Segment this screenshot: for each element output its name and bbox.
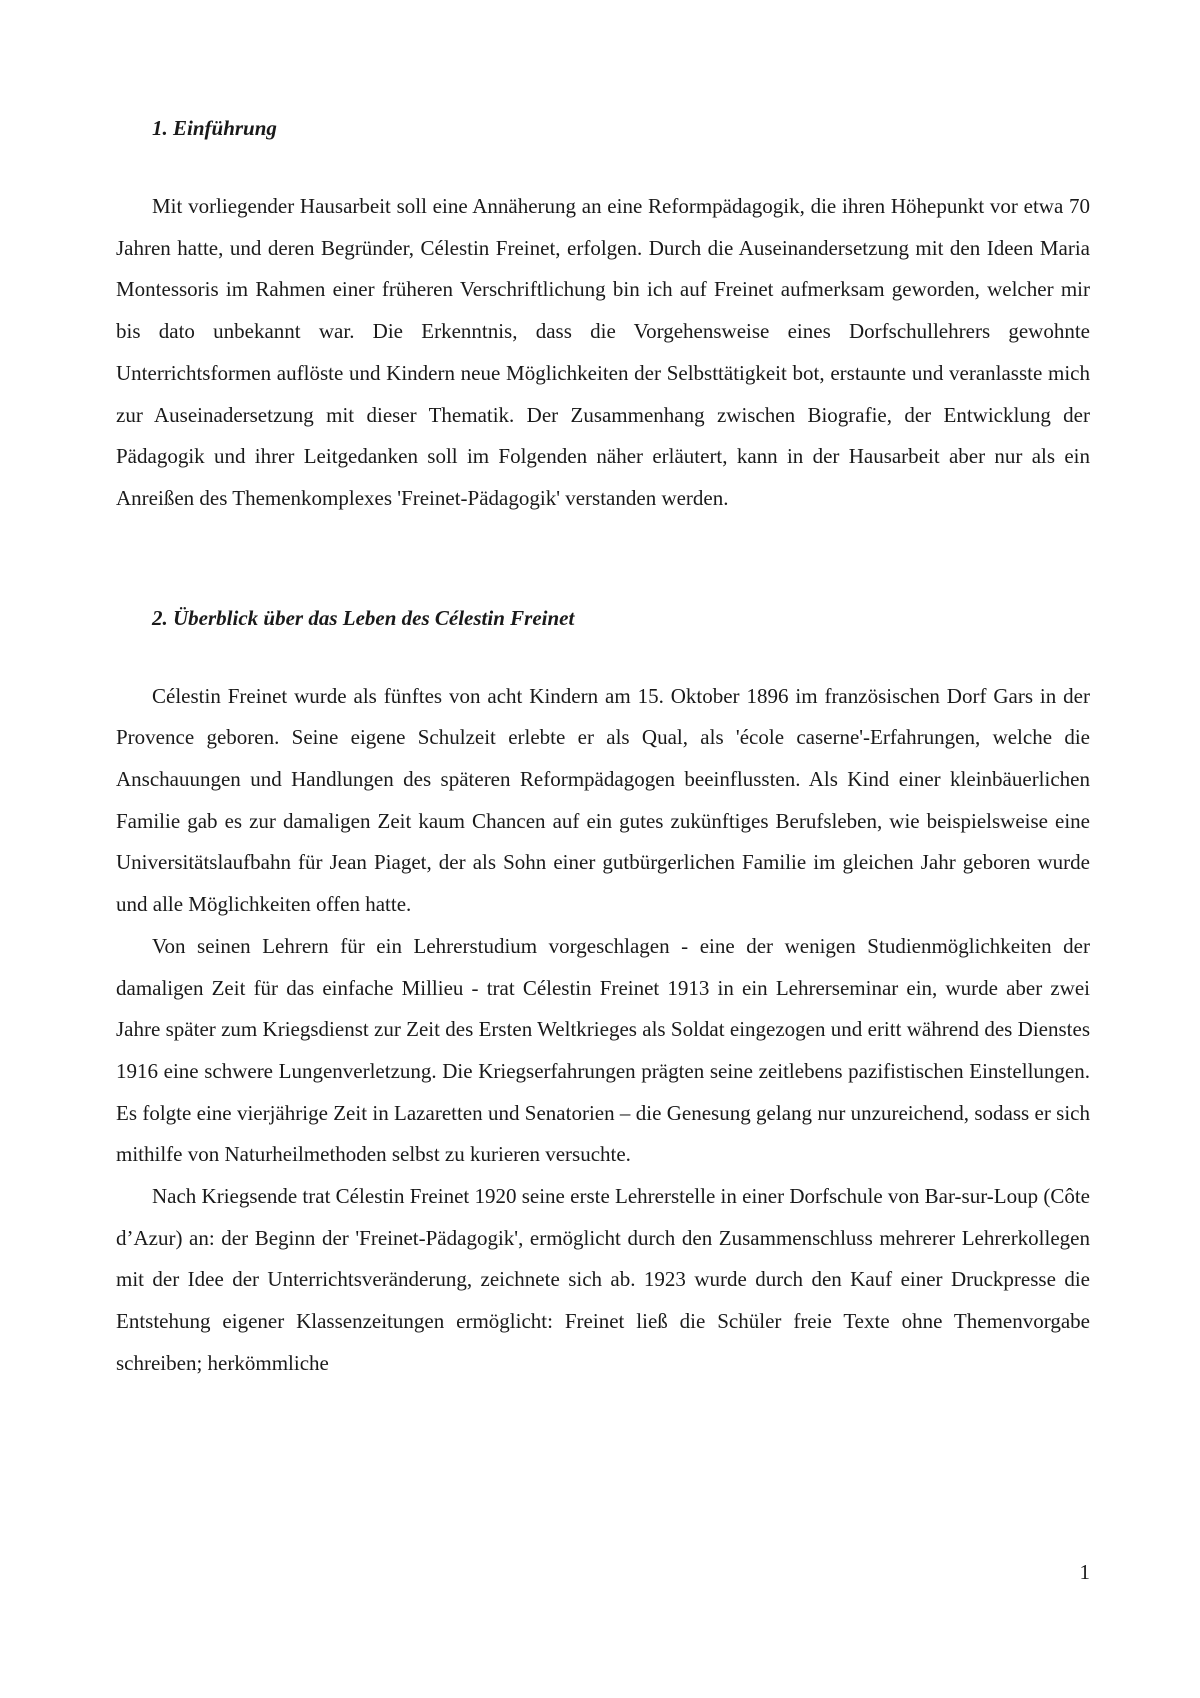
section-heading-biography: 2. Überblick über das Leben des Célestin Freinet xyxy=(152,605,575,630)
document-body xyxy=(116,112,1090,1385)
page-number: 1 xyxy=(1079,1560,1090,1584)
section-heading-introduction: 1. Einführung xyxy=(152,116,277,140)
paragraph-biography-teaching: Nach Kriegsende trat Célestin Freinet 1920 seine erste Lehrerstelle in einer Dorfschule von Bar-sur-Loup (Côte d’Azur) an: der Beginn der 'Freinet-Pädagogik', ermöglicht durch den Zusammenschluss mehrerer Lehrerkollegen mit der Idee der Unterrichtsveränderung, zeichnete sich ab. 1923 wurde durch den Kauf einer Druckpresse die Entstehung eigener Klassenzeitungen ermöglicht: Freinet ließ die Schüler freie Texte ohne Themenvorgabe schreiben; herkömmliche xyxy=(116,1184,1091,1375)
paragraph-introduction: Mit vorliegender Hausarbeit soll eine Annäherung an eine Reformpädagogik, die ihren Höhepunkt vor etwa 70 Jahren hatte, und deren Begründer, Célestin Freinet, erfolgen. Durch die Auseinandersetzung mit den Ideen Maria Montessoris im Rahmen einer früheren Verschriftlichung bin ich auf Freinet aufmerksam geworden, welcher mir bis dato unbekannt war. Die Erkenntnis, dass die Vorgehensweise eines Dorfschullehrers gewohnte Unterrichtsformen auflöste und Kindern neue Möglichkeiten der Selbsttätigkeit bot, erstaunte und veranlasste mich zur Auseinadersetzung mit dieser Thematik. Der Zusammenhang zwischen Biografie, der Entwicklung der Pädagogik und ihrer Leitgedanken soll im Folgenden näher erläutert, kann in der Hausarbeit aber nur als ein Anreißen des Themenkomplexes 'Freinet-Pädagogik' verstanden werden. xyxy=(116,194,1090,510)
paragraph-biography-war: Von seinen Lehrern für ein Lehrerstudium vorgeschlagen - eine der wenigen Studienmöglichkeiten der damaligen Zeit für das einfache Millieu - trat Célestin Freinet 1913 in ein Lehrerseminar ein, wurde aber zwei Jahre später zum Kriegsdienst zur Zeit des Ersten Weltkrieges als Soldat eingezogen und eritt während des Dienstes 1916 eine schwere Lungenverletzung. Die Kriegserfahrungen prägten seine zeitlebens pazifistischen Einstellungen. Es folgte eine vierjährige Zeit in Lazaretten und Senatorien – die Genesung gelang nur unzureichend, sodass er sich mithilfe von Naturheilmethoden selbst zu kurieren versuchte. xyxy=(116,933,1090,1167)
paragraph-biography-childhood: Célestin Freinet wurde als fünftes von acht Kindern am 15. Oktober 1896 im französischen Dorf Gars in der Provence geboren. Seine eigene Schulzeit erlebte er als Qual, als 'école caserne'-Erfahrungen, welche die Anschauungen und Handlungen des späteren Reformpädagogen beeinflussten. Als Kind einer kleinbäuerlichen Familie gab es zur damaligen Zeit kaum Chancen auf ein gutes zukünftiges Berufsleben, wie beispielsweise eine Universitätslaufbahn für Jean Piaget, der als Sohn einer gutbürgerlichen Familie im gleichen Jahr geboren wurde und alle Möglichkeiten offen hatte. xyxy=(116,683,1090,917)
